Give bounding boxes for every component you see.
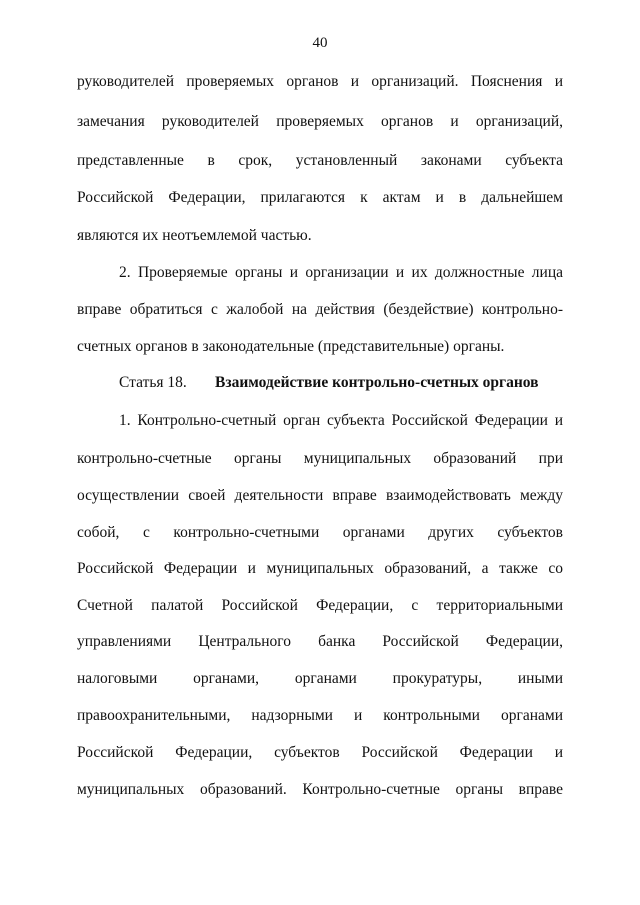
text-line: Российской Федерации, субъектов Российской Федерации и: [77, 744, 563, 761]
text-line: Счетной палатой Российской Федерации, с территориальными: [77, 597, 563, 614]
page-number: 40: [312, 35, 328, 51]
text-line: осуществлении своей деятельности вправе взаимодействовать между: [77, 487, 563, 504]
article-heading: [119, 374, 563, 392]
text-line: правоохранительными, надзорными и контрольными органами: [77, 707, 563, 724]
text-line: контрольно-счетные органы муниципальных образований при: [77, 450, 563, 467]
text-line: представленные в срок, установленный законами субъекта: [77, 152, 563, 169]
text-line: 1. Контрольно-счетный орган субъекта Российской Федерации и: [119, 412, 563, 429]
text-line: управлениями Центрального банка Российской Федерации,: [77, 633, 563, 650]
text-line: 2. Проверяемые органы и организации и их должностные лица: [119, 264, 563, 281]
text-line: являются их неотъемлемой частью.: [77, 227, 312, 244]
text-line: налоговыми органами, органами прокуратуры, иными: [77, 670, 563, 687]
text-line: муниципальных образований. Контрольно-счетные органы вправе: [77, 781, 563, 798]
text-line: счетных органов в законодательные (представительные) органы.: [77, 338, 505, 355]
text-line: собой, с контрольно-счетными органами других субъектов: [77, 524, 563, 541]
text-line: замечания руководителей проверяемых органов и организаций,: [77, 113, 563, 130]
text-line: Российской Федерации, прилагаются к актам и в дальнейшем: [77, 189, 563, 206]
text-line: вправе обратиться с жалобой на действия (бездействие) контрольно-: [77, 301, 563, 318]
text-line: руководителей проверяемых органов и организаций. Пояснения и: [77, 73, 563, 90]
article-label: Статья 18.: [119, 374, 187, 391]
text-line: Российской Федерации и муниципальных образований, а также со: [77, 560, 563, 577]
article-title: Взаимодействие контрольно-счетных органов: [215, 374, 539, 391]
